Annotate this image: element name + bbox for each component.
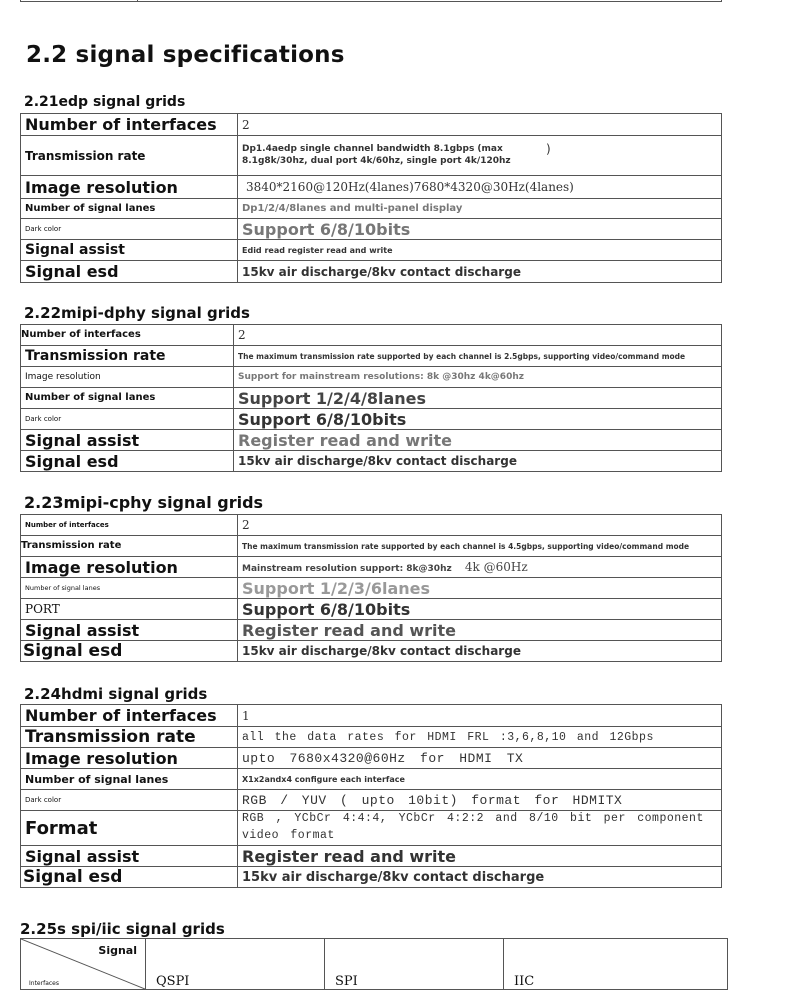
table-row: [21, 727, 722, 748]
row-value: 2: [238, 515, 722, 536]
table-row: [21, 620, 722, 641]
edp-table: [20, 113, 722, 283]
row-label: Signal esd: [21, 867, 238, 888]
row-value: 15kv air discharge/8kv contact discharge: [238, 641, 722, 662]
row-value: The maximum transmission rate supported by each channel is 4.5gbps, supporting video/command mode: [238, 536, 722, 557]
row-label: PORT: [21, 599, 238, 620]
row-value: RGB , YCbCr 4:4:4, YCbCr 4:2:2 and 8/10 bit per component video format: [238, 811, 722, 846]
table-row: [21, 790, 722, 811]
column-spi: SPI: [325, 939, 504, 990]
table-row: [21, 705, 722, 727]
row-label: Transmission rate: [21, 346, 234, 367]
mipi-dphy-table: [20, 324, 722, 472]
row-value: 15kv air discharge/8kv contact discharge: [234, 451, 722, 472]
row-label: Number of signal lanes: [21, 199, 238, 219]
section-title-mipi-dphy: 2.22mipi-dphy signal grids: [24, 304, 250, 322]
row-label: Number of signal lanes: [21, 769, 238, 790]
table-row: [21, 557, 722, 578]
table-row: [21, 939, 728, 990]
header-signal: Signal: [98, 944, 137, 957]
row-label: Image resolution: [21, 748, 238, 769]
row-value: 2: [234, 325, 722, 346]
table-row: [21, 451, 722, 472]
table-row: [21, 114, 722, 136]
row-value: X1x2andx4 configure each interface: [238, 769, 722, 790]
row-label: Image resolution: [21, 557, 238, 578]
row-value: 15kv air discharge/8kv contact discharge: [238, 261, 722, 283]
row-label: Image resolution: [21, 367, 234, 388]
section-title-hdmi: 2.24hdmi signal grids: [24, 685, 208, 703]
table-row: [21, 867, 722, 888]
row-value: Support 6/8/10bits: [234, 409, 722, 430]
table-row: [21, 409, 722, 430]
row-label: Dark color: [21, 219, 238, 240]
transmission-rate-bracket: ): [546, 142, 551, 157]
row-label: Signal assist: [21, 846, 238, 867]
table-row: [21, 346, 722, 367]
row-label: Signal esd: [21, 261, 238, 283]
row-value: Support 6/8/10bits: [238, 599, 722, 620]
table-row: [21, 769, 722, 790]
table-row: [21, 748, 722, 769]
transmission-rate-text: Dp1.4aedp single channel bandwidth 8.1gbps (max 8.1g8k/30hz, dual port 4k/60hz, single port 4k/120hz: [242, 144, 511, 166]
row-label: Dark color: [21, 790, 238, 811]
row-label: Signal esd: [21, 641, 238, 662]
table-row: [21, 136, 722, 176]
table-row: [21, 199, 722, 219]
row-label: Number of signal lanes: [21, 388, 234, 409]
row-value: all the data rates for HDMI FRL :3,6,8,10 and 12Gbps: [238, 727, 722, 748]
table-row: [21, 578, 722, 599]
row-value: 2: [238, 114, 722, 136]
table-row: [21, 536, 722, 557]
row-value: The maximum transmission rate supported by each channel is 2.5gbps, supporting video/command mode: [234, 346, 722, 367]
row-value: [238, 136, 722, 176]
column-qspi: QSPI: [146, 939, 325, 990]
column-iic: IIC: [504, 939, 728, 990]
row-value: Support 1/2/4/8lanes: [234, 388, 722, 409]
table-row: [21, 515, 722, 536]
row-value: Support for mainstream resolutions: 8k @30hz 4k@60hz: [234, 367, 722, 388]
section-title-edp: 2.21edp signal grids: [24, 94, 186, 110]
row-label: Transmission rate: [21, 136, 238, 176]
row-label: Transmission rate: [21, 727, 238, 748]
row-value: RGB / YUV ( upto 10bit) format for HDMITX: [238, 790, 722, 811]
row-label: Signal esd: [21, 451, 234, 472]
table-row: [21, 219, 722, 240]
row-label: Number of interfaces: [21, 515, 238, 536]
table-row: [21, 846, 722, 867]
row-value: Support 6/8/10bits: [238, 219, 722, 240]
hdmi-table: [20, 704, 722, 888]
table-row: [21, 599, 722, 620]
section-title-spi-iic: 2.25s spi/iic signal grids: [20, 920, 225, 938]
previous-table-edge: [20, 0, 722, 2]
page-title: 2.2 signal specifications: [26, 42, 345, 68]
row-label: Number of interfaces: [21, 705, 238, 727]
table-row: [21, 240, 722, 261]
row-label: Number of interfaces: [21, 114, 238, 136]
row-value: Dp1/2/4/8lanes and multi-panel display: [238, 199, 722, 219]
table-row: [21, 176, 722, 199]
table-row: [21, 261, 722, 283]
row-label: Transmission rate: [21, 536, 238, 557]
mipi-cphy-table: [20, 514, 722, 662]
table-row: [21, 811, 722, 846]
row-value: Register read and write: [234, 430, 722, 451]
row-value: upto 7680x4320@60Hz for HDMI TX: [238, 748, 722, 769]
row-value: 15kv air discharge/8kv contact discharge: [238, 867, 722, 888]
row-value: [238, 557, 722, 578]
row-label: Signal assist: [21, 430, 234, 451]
table-row: [21, 388, 722, 409]
row-value: 3840*2160@120Hz(4lanes)7680*4320@30Hz(4lanes): [238, 176, 722, 199]
table-row: [21, 641, 722, 662]
image-resolution-main: Mainstream resolution support: 8k@30hz: [242, 564, 452, 574]
row-value: Edid read register read and write: [238, 240, 722, 261]
table-row: [21, 430, 722, 451]
row-label: Number of signal lanes: [21, 578, 238, 599]
row-value: Register read and write: [238, 620, 722, 641]
row-value: 1: [238, 705, 722, 727]
row-label: Image resolution: [21, 176, 238, 199]
section-title-mipi-cphy: 2.23mipi-cphy signal grids: [24, 493, 264, 512]
row-label: Signal assist: [21, 240, 238, 261]
header-interfaces: Interfaces: [29, 980, 59, 987]
table-row: [21, 325, 722, 346]
row-value: Support 1/2/3/6lanes: [238, 578, 722, 599]
spi-iic-table: [20, 938, 728, 990]
diagonal-header-cell: [21, 939, 146, 990]
image-resolution-extra: 4k @60Hz: [464, 560, 528, 574]
row-label: Dark color: [21, 409, 234, 430]
row-label: Format: [21, 811, 238, 846]
row-label: Signal assist: [21, 620, 238, 641]
table-row: [21, 367, 722, 388]
row-label: Number of interfaces: [21, 325, 234, 346]
row-value: Register read and write: [238, 846, 722, 867]
